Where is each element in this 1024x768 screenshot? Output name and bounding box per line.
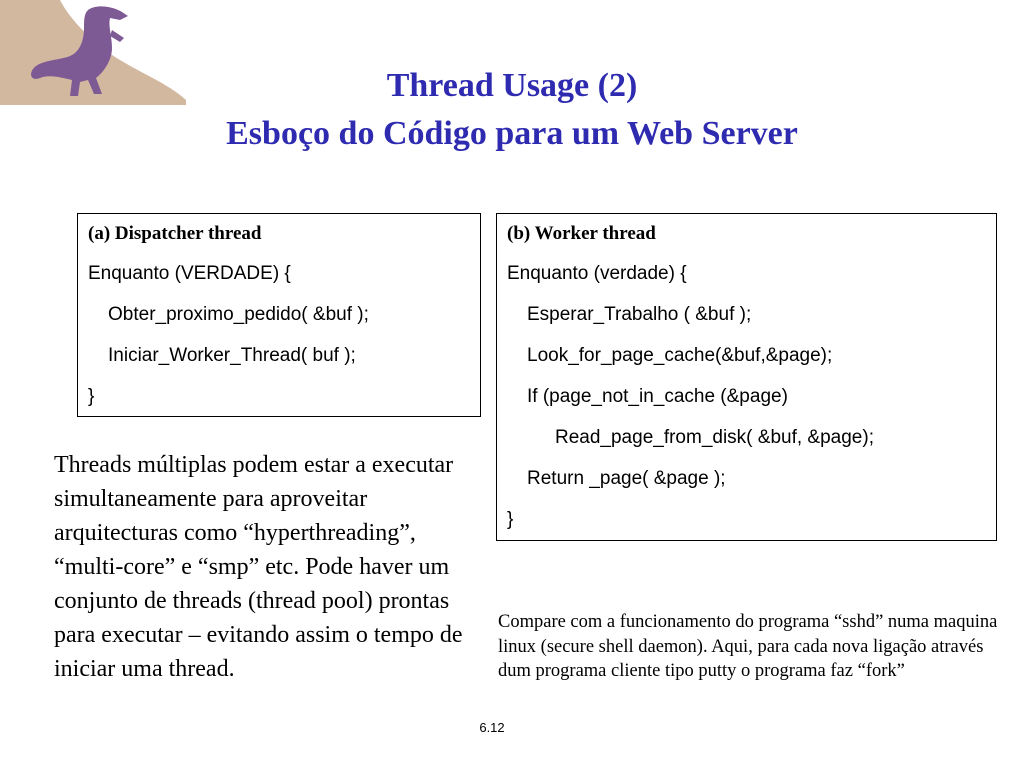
code-line: If (page_not_in_cache (&page) [527,386,788,407]
code-line: Look_for_page_cache(&buf,&page); [527,345,833,366]
code-line: } [507,509,514,530]
slide-subtitle: Esboço do Código para um Web Server [226,115,798,152]
sshd-paragraph: Compare com a funcionamento do programa “sshd” numa maquina linux (secure shell daemon). Aqui, para cada nova ligação através dum programa cliente tipo putty o programa faz “fork” [498,612,998,681]
code-line: Esperar_Trabalho ( &buf ); [527,304,752,325]
page-number: 6.12 [479,720,505,735]
code-line: Read_page_from_disk( &buf, &page); [555,427,874,448]
code-line: Return _page( &page ); [527,468,726,489]
dispatcher-header: (a) Dispatcher thread [88,223,262,244]
code-line: } [88,386,95,407]
dispatcher-thread-box [77,213,481,417]
slide-title: Thread Usage (2) [386,67,638,104]
code-line: Enquanto (verdade) { [507,263,687,284]
threads-paragraph: Threads múltiplas podem estar a executar simultaneamente para aproveitar arquitecturas como “hyperthreading”, “multi-core” e “smp” etc. Pode haver um conjunto de threads (thread pool) prontas para executar – evitando assim o tempo de iniciar uma thread. [54,452,463,682]
code-line: Enquanto (VERDADE) { [88,263,291,284]
worker-thread-box [496,213,997,541]
worker-header: (b) Worker thread [507,223,656,244]
code-line: Obter_proximo_pedido( &buf ); [108,304,369,325]
code-line: Iniciar_Worker_Thread( buf ); [108,345,356,366]
